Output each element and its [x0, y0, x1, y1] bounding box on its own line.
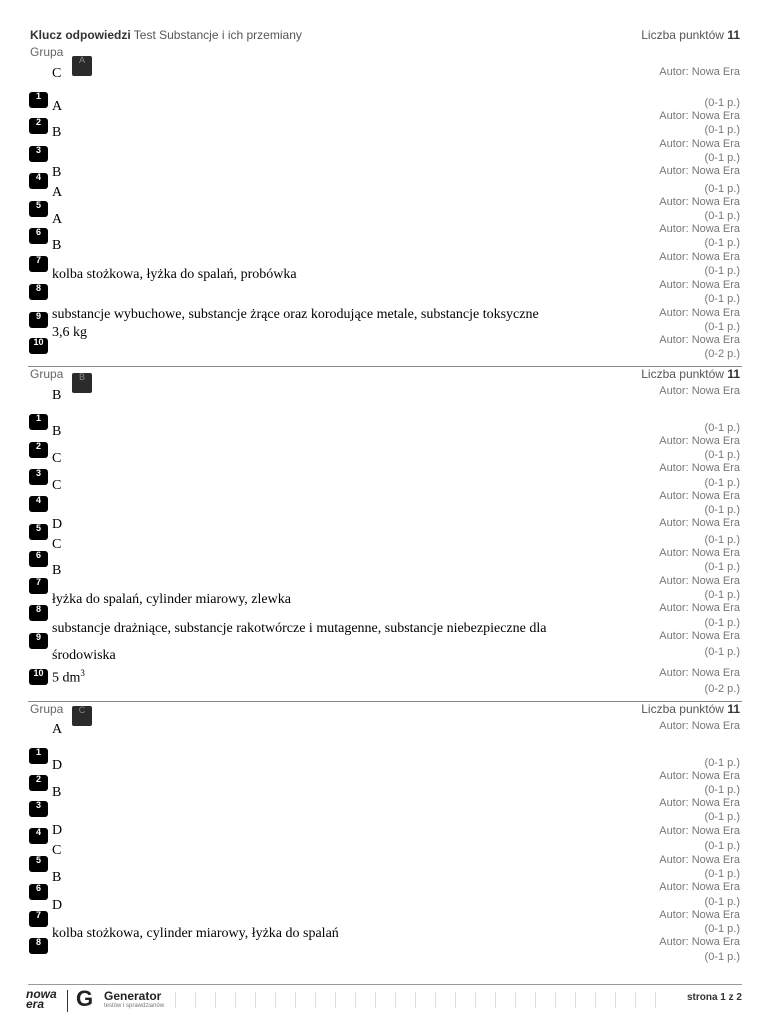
question-number-badge: 5	[29, 201, 48, 217]
question-number-badge: 2	[29, 118, 48, 134]
group-label: Grupa	[30, 45, 64, 59]
answer-text: C	[52, 537, 62, 552]
superscript: 3	[80, 668, 85, 678]
answer-text: substancje drażniące, substancje rakotwórcze i mutagenne, substancje niebezpieczne dla	[52, 621, 547, 636]
generator-logo-icon: G	[76, 986, 94, 1011]
points-label: (0-1 p.)	[704, 896, 740, 908]
group-label: Grupa	[30, 367, 64, 381]
author-label: Autor: Nowa Era	[659, 138, 740, 150]
answer-text: kolba stożkowa, łyżka do spalań, probówka	[52, 267, 297, 282]
points-label: (0-1 p.)	[704, 449, 740, 461]
points-label: (0-1 p.)	[704, 477, 740, 489]
points-label: (0-1 p.)	[704, 534, 740, 546]
question-number-badge: 10	[29, 669, 48, 685]
points-label: (0-1 p.)	[704, 265, 740, 277]
author-label: Autor: Nowa Era	[659, 490, 740, 502]
author-label: Autor: Nowa Era	[659, 575, 740, 587]
intro-answer: A	[52, 722, 63, 737]
question-number-badge: 8	[29, 284, 48, 300]
question-number-badge: 3	[29, 146, 48, 162]
points-label: (0-1 p.)	[704, 183, 740, 195]
answer-text: 3,6 kg	[52, 325, 87, 340]
author-label: Autor: Nowa Era	[659, 825, 740, 837]
points-label: (0-2 p.)	[704, 348, 740, 360]
author-label: Autor: Nowa Era	[659, 797, 740, 809]
question-number-badge: 7	[29, 911, 48, 927]
author-label: Autor: Nowa Era	[659, 334, 740, 346]
question-number-badge: 4	[29, 496, 48, 512]
points-label: (0-1 p.)	[704, 840, 740, 852]
group-divider	[28, 701, 742, 702]
answer-text: B	[52, 424, 62, 439]
author-label: Autor: Nowa Era	[659, 196, 740, 208]
question-number-badge: 5	[29, 856, 48, 872]
points-label: (0-1 p.)	[704, 97, 740, 109]
author-label: Autor: Nowa Era	[659, 909, 740, 921]
author-label: Autor: Nowa Era	[659, 630, 740, 642]
points-label: (0-1 p.)	[704, 504, 740, 516]
points-label: (0-1 p.)	[704, 784, 740, 796]
answer-text: 5 $dm^3$	[52, 668, 85, 686]
author-label: Autor: Nowa Era	[659, 720, 740, 732]
page-number: strona 1 z 2	[686, 992, 742, 1003]
question-number-badge: 1	[29, 414, 48, 430]
answer-text: A	[52, 185, 63, 200]
points-label: (0-1 p.)	[704, 237, 740, 249]
points-label: (0-1 p.)	[704, 923, 740, 935]
points-label: (0-1 p.)	[704, 124, 740, 136]
author-label: Autor: Nowa Era	[659, 279, 740, 291]
question-number-badge: 2	[29, 442, 48, 458]
answer-text: C	[52, 478, 62, 493]
author-label: Autor: Nowa Era	[659, 223, 740, 235]
answer-text: D	[52, 898, 63, 913]
author-label: Autor: Nowa Era	[659, 517, 740, 529]
answer-text: A	[52, 99, 63, 114]
author-label: Autor: Nowa Era	[659, 110, 740, 122]
question-number-badge: 1	[29, 748, 48, 764]
answer-text: B	[52, 165, 62, 180]
author-label: Autor: Nowa Era	[659, 385, 740, 397]
author-label: Autor: Nowa Era	[659, 66, 740, 78]
answer-text: B	[52, 563, 62, 578]
group-badge: B	[72, 373, 92, 393]
points-label: (0-2 p.)	[704, 683, 740, 695]
author-label: Autor: Nowa Era	[659, 462, 740, 474]
question-number-badge: 3	[29, 469, 48, 485]
answer-text: D	[52, 823, 63, 838]
author-label: Autor: Nowa Era	[659, 854, 740, 866]
answer-text: substancje wybuchowe, substancje żrące oraz korodujące metale, substancje toksyczne	[52, 307, 539, 322]
question-number-badge: 5	[29, 524, 48, 540]
answer-text: B	[52, 238, 62, 253]
answer-text: C	[52, 451, 62, 466]
answer-text-continuation: środowiska	[52, 648, 116, 663]
question-number-badge: 9	[29, 312, 48, 328]
question-number-badge: 1	[29, 92, 48, 108]
intro-answer: C	[52, 66, 62, 81]
author-label: Autor: Nowa Era	[659, 667, 740, 679]
answer-text: B	[52, 785, 62, 800]
author-label: Autor: Nowa Era	[659, 307, 740, 319]
question-number-badge: 10	[29, 338, 48, 354]
answer-text: B	[52, 125, 62, 140]
author-label: Autor: Nowa Era	[659, 435, 740, 447]
group-points: Liczba punktów 11	[641, 367, 740, 381]
group-divider	[28, 366, 742, 367]
question-number-badge: 7	[29, 578, 48, 594]
question-number-badge: 8	[29, 605, 48, 621]
points-label: (0-1 p.)	[704, 646, 740, 658]
points-label: (0-1 p.)	[704, 293, 740, 305]
document-title: Klucz odpowiedzi Test Substancje i ich przemiany	[30, 28, 302, 42]
group-badge: C	[72, 706, 92, 726]
footer-tick-strip	[175, 992, 675, 1008]
author-label: Autor: Nowa Era	[659, 881, 740, 893]
group-badge: A	[72, 56, 92, 76]
points-label: (0-1 p.)	[704, 617, 740, 629]
answer-text: B	[52, 870, 62, 885]
total-points: Liczba punktów 11	[641, 28, 740, 42]
author-label: Autor: Nowa Era	[659, 165, 740, 177]
points-label: (0-1 p.)	[704, 321, 740, 333]
points-label: (0-1 p.)	[704, 757, 740, 769]
answer-text: D	[52, 517, 63, 532]
author-label: Autor: Nowa Era	[659, 770, 740, 782]
question-number-badge: 7	[29, 256, 48, 272]
question-number-badge: 2	[29, 775, 48, 791]
author-label: Autor: Nowa Era	[659, 936, 740, 948]
answer-text: A	[52, 212, 63, 227]
question-number-badge: 4	[29, 828, 48, 844]
question-number-badge: 8	[29, 938, 48, 954]
question-number-badge: 6	[29, 884, 48, 900]
points-label: (0-1 p.)	[704, 561, 740, 573]
answer-text: kolba stożkowa, cylinder miarowy, łyżka do spalań	[52, 926, 339, 941]
question-number-badge: 6	[29, 228, 48, 244]
generator-logo-title: Generator	[104, 989, 162, 1003]
points-label: (0-1 p.)	[704, 589, 740, 601]
logo-separator	[67, 990, 68, 1012]
footer-divider	[28, 984, 742, 985]
points-label: (0-1 p.)	[704, 152, 740, 164]
answer-text: C	[52, 843, 62, 858]
points-label: (0-1 p.)	[704, 811, 740, 823]
answer-text: łyżka do spalań, cylinder miarowy, zlewka	[52, 592, 291, 607]
points-label: (0-1 p.)	[704, 868, 740, 880]
group-label: Grupa	[30, 702, 64, 716]
points-label: (0-1 p.)	[704, 210, 740, 222]
question-number-badge: 3	[29, 801, 48, 817]
author-label: Autor: Nowa Era	[659, 602, 740, 614]
answer-text: D	[52, 758, 63, 773]
points-label: (0-1 p.)	[704, 951, 740, 963]
question-number-badge: 4	[29, 173, 48, 189]
author-label: Autor: Nowa Era	[659, 251, 740, 263]
question-number-badge: 9	[29, 633, 48, 649]
author-label: Autor: Nowa Era	[659, 547, 740, 559]
group-points: Liczba punktów 11	[641, 702, 740, 716]
nowa-era-logo: nowa era	[26, 987, 57, 1011]
question-number-badge: 6	[29, 551, 48, 567]
intro-answer: B	[52, 388, 62, 403]
generator-logo-subtitle: testów i sprawdzianów	[104, 1003, 165, 1009]
points-label: (0-1 p.)	[704, 422, 740, 434]
